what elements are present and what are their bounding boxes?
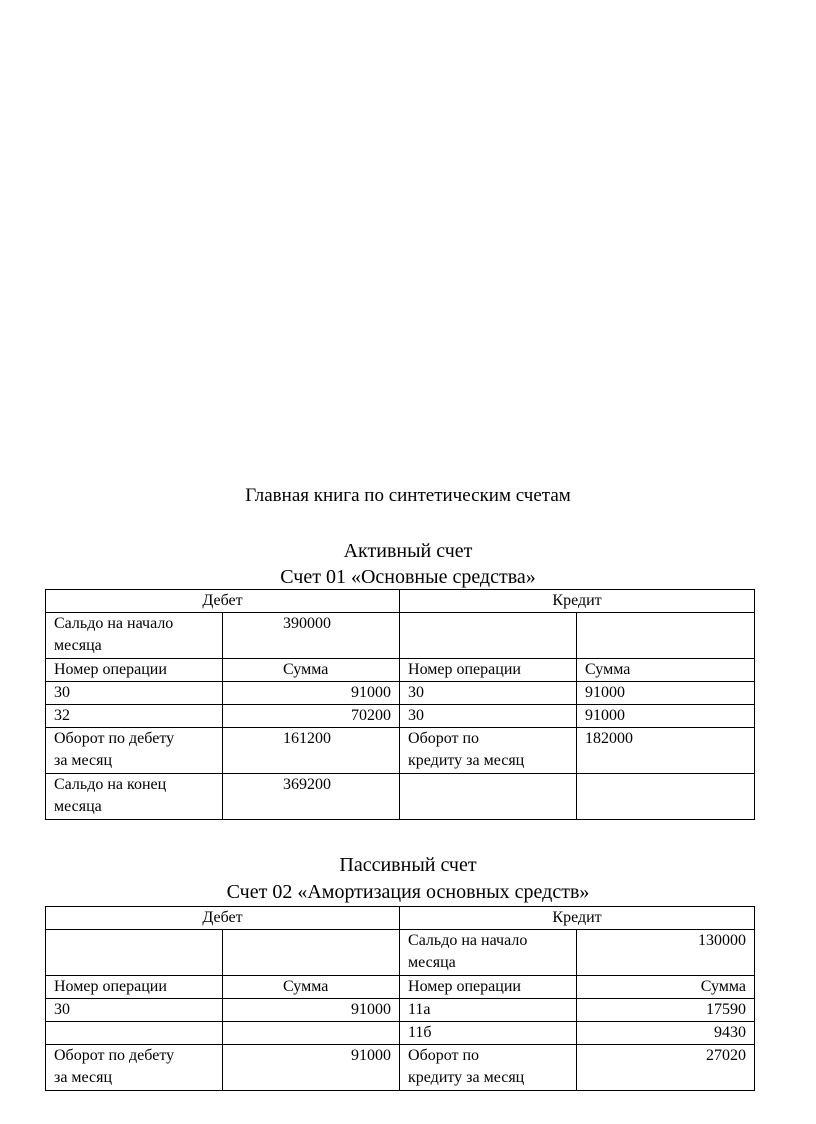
credit-op: 30 (400, 705, 577, 728)
turnover-row (46, 1045, 755, 1091)
turnover-credit-label: Оборот по кредиту за месяц (400, 1045, 577, 1091)
opening-debit-value: 390000 (223, 613, 400, 659)
active-ledger-table (45, 589, 755, 820)
header-row (46, 590, 755, 613)
passive-account-type: Пассивный счет (339, 854, 477, 876)
column-header-row (46, 976, 755, 999)
debit-sum (223, 1022, 400, 1045)
closing-debit-value: 369200 (223, 774, 400, 820)
credit-sum: 17590 (577, 999, 755, 1022)
debit-op: 30 (46, 999, 223, 1022)
opening-balance-label: Сальдо на начало месяца (400, 930, 577, 976)
debit-sum-header: Сумма (223, 976, 400, 999)
credit-header: Кредит (400, 907, 755, 930)
turnover-credit-label: Оборот по кредиту за месяц (400, 728, 577, 774)
credit-sum-header: Сумма (577, 976, 755, 999)
turnover-debit-label: Оборот по дебету за месяц (46, 728, 223, 774)
credit-sum-header: Сумма (577, 659, 755, 682)
debit-op: 32 (46, 705, 223, 728)
table-row (46, 705, 755, 728)
closing-balance-label: Сальдо на конец месяца (46, 774, 223, 820)
turnover-debit-label: Оборот по дебету за месяц (46, 1045, 223, 1091)
debit-sum-header: Сумма (223, 659, 400, 682)
turnover-credit-value: 27020 (577, 1045, 755, 1091)
credit-op-header: Номер операции (400, 659, 577, 682)
debit-header: Дебет (46, 590, 400, 613)
turnover-debit-value: 161200 (223, 728, 400, 774)
credit-sum: 91000 (577, 682, 755, 705)
passive-ledger-table (45, 906, 755, 1091)
credit-sum: 91000 (577, 705, 755, 728)
turnover-debit-value: 91000 (223, 1045, 400, 1091)
active-account-type: Активный счет (343, 540, 473, 562)
opening-balance-row (46, 930, 755, 976)
turnover-credit-value: 182000 (577, 728, 755, 774)
debit-op (46, 1022, 223, 1045)
opening-balance-row (46, 613, 755, 659)
table-row (46, 682, 755, 705)
empty-cell (577, 613, 755, 659)
turnover-row (46, 728, 755, 774)
column-header-row (46, 659, 755, 682)
credit-op: 30 (400, 682, 577, 705)
opening-credit-value: 130000 (577, 930, 755, 976)
credit-op: 11а (400, 999, 577, 1022)
credit-header: Кредит (400, 590, 755, 613)
empty-cell (46, 930, 223, 976)
empty-cell (577, 774, 755, 820)
credit-sum: 9430 (577, 1022, 755, 1045)
header-row (46, 907, 755, 930)
debit-op-header: Номер операции (46, 659, 223, 682)
empty-cell (223, 930, 400, 976)
passive-account-title: Счет 02 «Амортизация основных средств» (226, 881, 590, 903)
table-row (46, 1022, 755, 1045)
debit-sum: 70200 (223, 705, 400, 728)
closing-balance-row (46, 774, 755, 820)
opening-balance-label: Сальдо на начало месяца (46, 613, 223, 659)
debit-sum: 91000 (223, 682, 400, 705)
active-account-title: Счет 01 «Основные средства» (280, 566, 536, 588)
table-row (46, 999, 755, 1022)
empty-cell (400, 774, 577, 820)
empty-cell (400, 613, 577, 659)
debit-sum: 91000 (223, 999, 400, 1022)
credit-op-header: Номер операции (400, 976, 577, 999)
debit-op: 30 (46, 682, 223, 705)
credit-op: 11б (400, 1022, 577, 1045)
debit-op-header: Номер операции (46, 976, 223, 999)
debit-header: Дебет (46, 907, 400, 930)
page-title: Главная книга по синтетическим счетам (245, 485, 571, 506)
